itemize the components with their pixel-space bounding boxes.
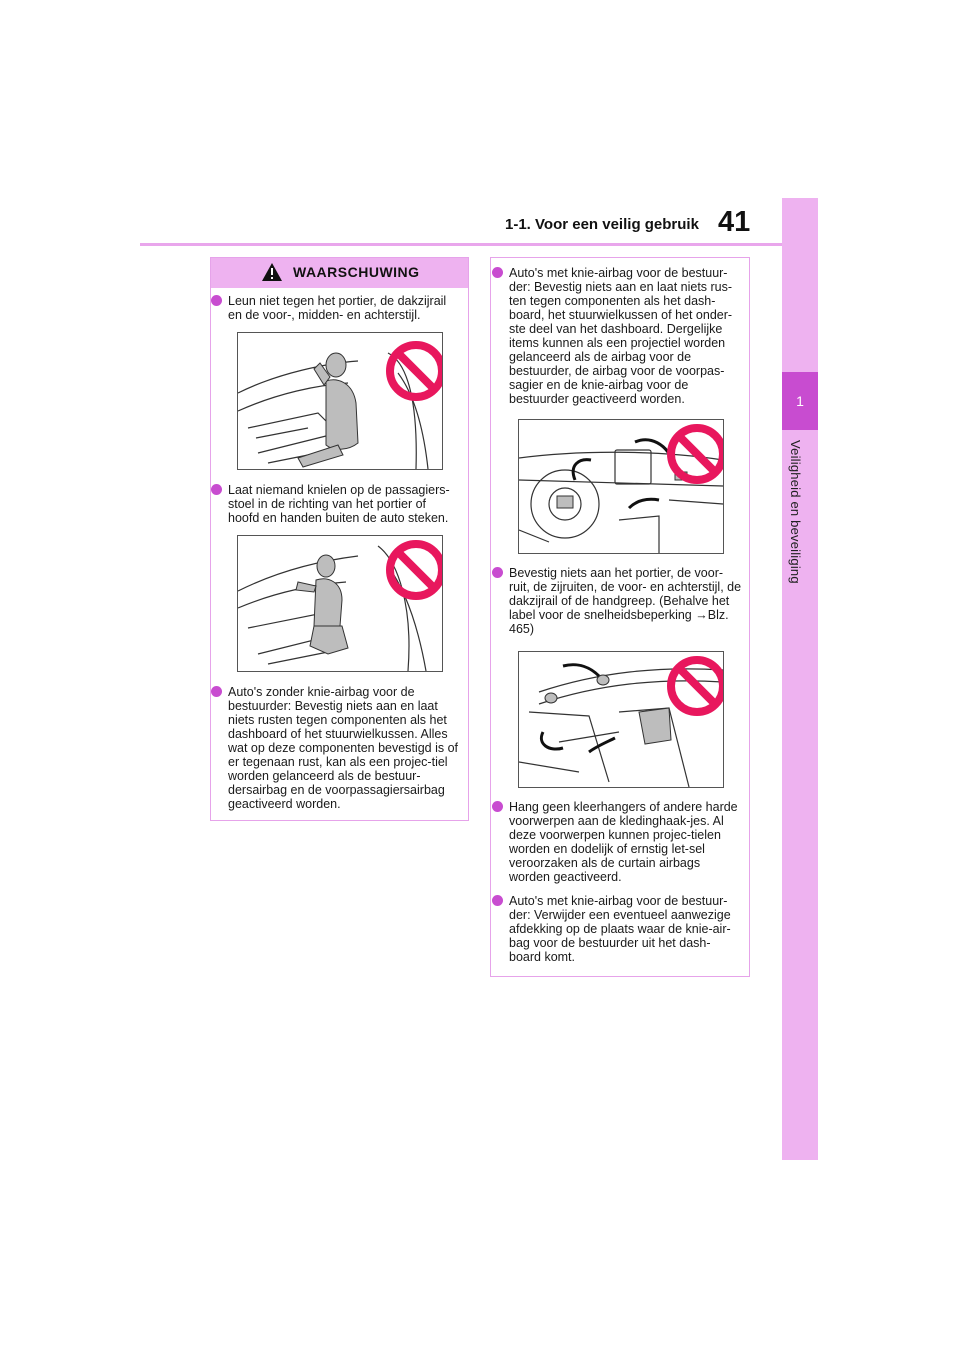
right-item-2	[509, 566, 742, 636]
chapter-number[interactable]: 1	[782, 372, 818, 430]
warning-header	[211, 258, 468, 288]
warning-item-3	[228, 685, 460, 811]
bullet-icon	[492, 895, 503, 906]
bullet-icon	[492, 801, 503, 812]
right-item-text: Hang geen kleerhangers of andere harde voorwerpen aan de kledinghaak-jes. Al deze voorwerpen kunnen projec-tielen worden en dodelijk of ernstig let-sel veroorzaken als de curtain airbags worden geactiveerd.	[509, 800, 738, 884]
warning-item-text: Laat niemand knielen op de passagiers-stoel in de richting van het portier of hoofd en handen buiten de auto steken.	[228, 483, 450, 525]
bullet-icon	[211, 295, 222, 306]
right-item-text: Bevestig niets aan het portier, de voor-ruit, de zijruiten, de voor- en achterstijl, de dakzijrail of de handgreep. (Behalve het label voor de snelheidsbeperking →Blz. 465)	[509, 566, 742, 636]
right-item-1	[509, 266, 742, 406]
illustration-door-pillar-objects	[518, 651, 724, 788]
bullet-icon	[211, 484, 222, 495]
right-item-text: Auto's met knie-airbag voor de bestuur-der: Verwijder een eventueel aanwezige afdekking op de plaats waar de knie-air-bag voor de bestuurder uit het dash-board komt.	[509, 894, 731, 964]
warning-item-1	[228, 294, 460, 322]
right-item-4	[509, 894, 742, 964]
warning-item-2	[228, 483, 460, 525]
section-title: 1-1. Voor een veilig gebruik	[505, 216, 699, 233]
chapter-side-tab[interactable]	[782, 198, 818, 1160]
bullet-icon	[492, 267, 503, 278]
chapter-title: Veiligheid en beveiliging	[788, 440, 803, 584]
page-number: 41	[718, 206, 751, 238]
warning-item-text: Leun niet tegen het portier, de dakzijrail en de voor-, midden- en achterstijl.	[228, 294, 447, 322]
warning-title: WAARSCHUWING	[293, 264, 420, 280]
illustration-leaning-against-door	[237, 332, 443, 470]
header-rule	[140, 243, 782, 246]
bullet-icon	[492, 567, 503, 578]
illustration-dashboard-objects	[518, 419, 724, 554]
right-item-text: Auto's met knie-airbag voor de bestuur-der: Bevestig niets aan en laat niets rus-ten tegen componenten als het dash-board, het stuurwielkussen of het onder-ste deel van het dashboard. Dergelijke items kunnen als een projectiel worden gelanceerd als de airbag voor de bestuurder, de airbag voor de voorpas-sagier en de knie-airbag voor de bestuurder geactiveerd worden.	[509, 266, 733, 406]
illustration-kneeling-on-seat	[237, 535, 443, 672]
warning-triangle-icon	[261, 262, 283, 282]
warning-item-text: Auto's zonder knie-airbag voor de bestuurder: Bevestig niets aan en laat niets rusten tegen componenten als het dashboard of het stuurwielkussen. Alles wat op deze componenten bevestigd is of er tegenaan rust, kan als een projec-tiel worden gelanceerd als de bestuur-dersairbag en de voorpassagiersairbag geactiveerd worden.	[228, 685, 459, 811]
bullet-icon	[211, 686, 222, 697]
right-item-3	[509, 800, 742, 884]
